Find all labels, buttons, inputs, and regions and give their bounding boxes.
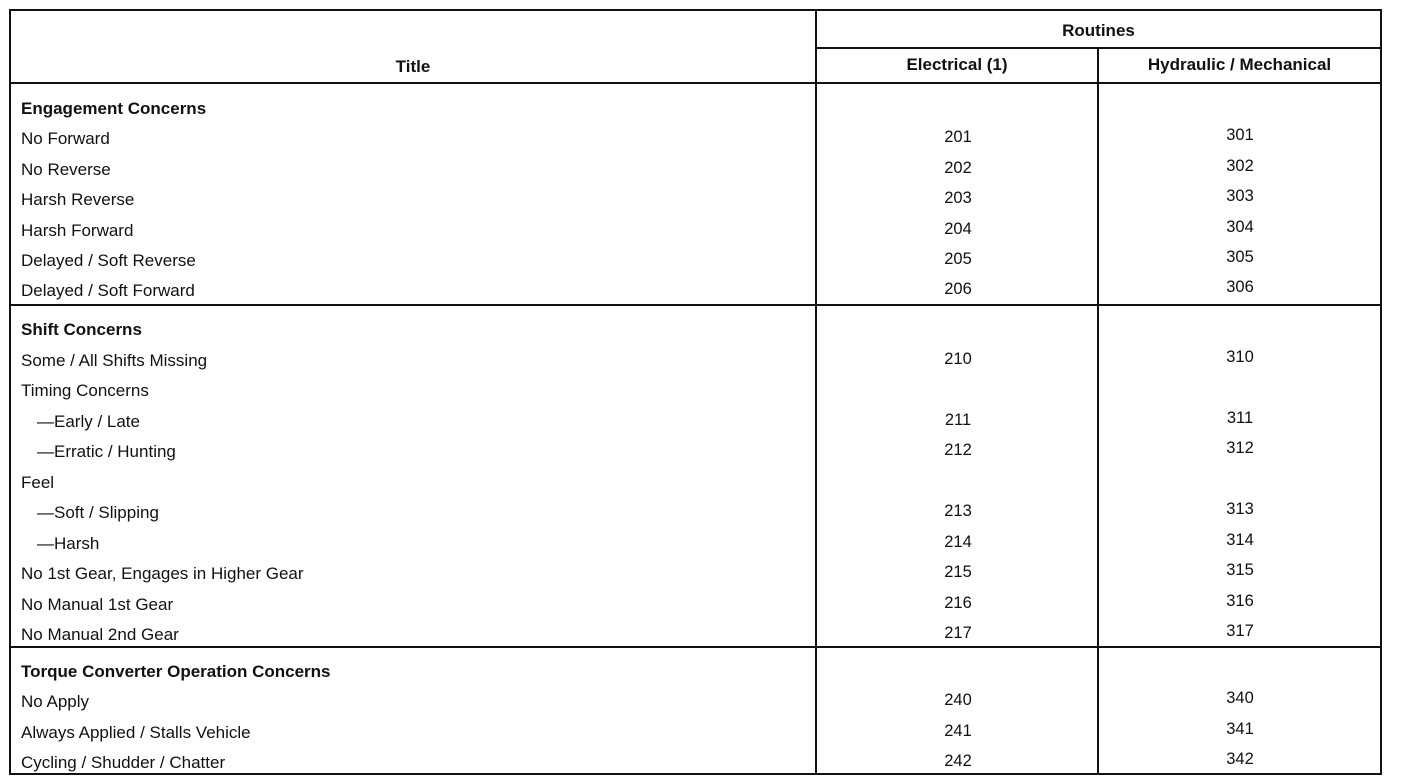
hydraulic-routine-cell: 303 (1226, 187, 1254, 205)
electrical-routine-cell: 211 (944, 411, 972, 429)
row-title: No Apply (21, 692, 90, 711)
electrical-routine-cell: 210 (944, 350, 972, 368)
row-title: Feel (21, 473, 55, 492)
header-electrical: Electrical (1) (906, 55, 1008, 74)
section-heading: Engagement Concerns (21, 99, 207, 118)
row-title: Harsh Reverse (21, 190, 135, 209)
hydraulic-routine-cell: 340 (1226, 689, 1254, 707)
row-title: No Forward (21, 129, 110, 148)
row-title: —Harsh (37, 534, 100, 553)
section-rule-2 (11, 646, 1380, 648)
electrical-routine-cell: 213 (944, 502, 972, 520)
row-title: —Soft / Slipping (37, 503, 159, 522)
hydraulic-routine-cell: 310 (1226, 348, 1254, 366)
hydraulic-routine-cell: 306 (1226, 278, 1254, 296)
electrical-routine-cell: 212 (944, 441, 972, 459)
row-title: —Early / Late (37, 412, 140, 431)
row-title: No Manual 2nd Gear (21, 625, 179, 644)
electrical-routine-cell: 215 (944, 563, 972, 581)
electrical-routine-cell: 205 (944, 250, 972, 268)
hydraulic-routine-cell: 312 (1226, 439, 1254, 457)
electrical-routine-cell: 202 (944, 159, 972, 177)
row-title: Harsh Forward (21, 221, 134, 240)
electrical-routine-cell: 206 (944, 280, 972, 298)
hydraulic-routine-cell: 316 (1226, 592, 1254, 610)
electrical-routine-cell: 203 (944, 189, 972, 207)
row-title: Cycling / Shudder / Chatter (21, 753, 226, 772)
row-title: No Manual 1st Gear (21, 595, 174, 614)
header-bottom-rule (11, 82, 1380, 84)
electrical-routine-cell: 214 (944, 533, 972, 551)
row-title: Delayed / Soft Reverse (21, 251, 196, 270)
hydraulic-routine-cell: 305 (1226, 248, 1254, 266)
hydraulic-routine-cell: 315 (1226, 561, 1254, 579)
hydraulic-routine-cell: 313 (1226, 500, 1254, 518)
section-rule-1 (11, 304, 1380, 306)
row-title: Timing Concerns (21, 381, 149, 400)
electrical-routine-cell: 216 (944, 594, 972, 612)
hydraulic-routine-cell: 341 (1226, 720, 1254, 738)
electrical-routine-cell: 217 (944, 624, 972, 642)
col-divider-title (815, 11, 817, 773)
routines-table (9, 9, 1382, 775)
header-title: Title (395, 57, 431, 76)
section-heading: Torque Converter Operation Concerns (21, 662, 331, 681)
section-heading: Shift Concerns (21, 320, 142, 339)
hydraulic-routine-cell: 317 (1226, 622, 1254, 640)
row-title: No 1st Gear, Engages in Higher Gear (21, 564, 304, 583)
row-title: Delayed / Soft Forward (21, 281, 195, 300)
electrical-routine-cell: 241 (944, 722, 972, 740)
hydraulic-routine-cell: 314 (1226, 531, 1254, 549)
row-title: Some / All Shifts Missing (21, 351, 208, 370)
routines-underline (815, 47, 1380, 49)
hydraulic-routine-cell: 311 (1226, 409, 1254, 427)
hydraulic-routine-cell: 342 (1226, 750, 1254, 768)
header-hydraulic: Hydraulic / Mechanical (1147, 55, 1332, 74)
electrical-routine-cell: 204 (944, 220, 972, 238)
col-divider-routines (1097, 49, 1099, 773)
header-routines: Routines (1062, 21, 1135, 40)
hydraulic-routine-cell: 302 (1226, 157, 1254, 175)
row-title: —Erratic / Hunting (37, 442, 176, 461)
hydraulic-routine-cell: 304 (1226, 218, 1254, 236)
hydraulic-routine-cell: 301 (1226, 126, 1254, 144)
electrical-routine-cell: 242 (944, 752, 972, 770)
row-title: Always Applied / Stalls Vehicle (21, 723, 251, 742)
electrical-routine-cell: 201 (944, 128, 972, 146)
electrical-routine-cell: 240 (944, 691, 972, 709)
row-title: No Reverse (21, 160, 111, 179)
